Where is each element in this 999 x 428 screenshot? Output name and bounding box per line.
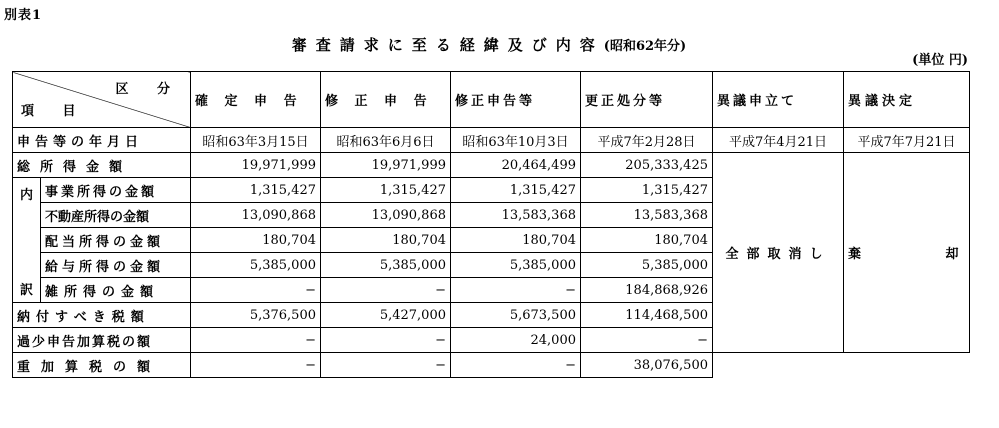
- value-cell: 1,315,427: [321, 178, 451, 203]
- title-main: 審査請求に至る経緯及び内容: [291, 36, 604, 54]
- value-cell: −: [321, 328, 451, 353]
- value-cell: 5,385,000: [451, 253, 581, 278]
- value-cell: 180,704: [451, 228, 581, 253]
- unit-note: (単位 円): [912, 53, 968, 68]
- table-row: [13, 128, 970, 153]
- date-cell: 平成7年4月21日: [713, 128, 844, 153]
- value-cell: 114,468,500: [581, 303, 713, 328]
- table-row: [13, 153, 970, 178]
- value-cell: 180,704: [581, 228, 713, 253]
- value-cell: 180,704: [321, 228, 451, 253]
- value-cell: 180,704: [191, 228, 321, 253]
- breakdown-label-cell: [13, 178, 41, 303]
- value-cell: 5,385,000: [191, 253, 321, 278]
- value-cell: 1,315,427: [581, 178, 713, 203]
- value-cell: 19,971,999: [321, 153, 451, 178]
- value-cell: −: [451, 278, 581, 303]
- value-cell: 5,385,000: [321, 253, 451, 278]
- value-cell: −: [191, 353, 321, 378]
- row-label-tax: 納付すべき税額: [13, 303, 191, 328]
- title-sub: (昭和62年分): [603, 39, 687, 54]
- col-header-shusei: 修 正 申 告: [321, 72, 451, 128]
- value-cell: −: [321, 278, 451, 303]
- value-cell: 5,673,500: [451, 303, 581, 328]
- objection-result-cell: 全部取消し: [713, 153, 844, 353]
- row-label-penalty: 過少申告加算税の額: [13, 328, 191, 353]
- value-cell: −: [191, 328, 321, 353]
- value-cell: −: [581, 328, 713, 353]
- value-cell: 184,868,926: [581, 278, 713, 303]
- row-label-misc: 雑所得の金額: [41, 278, 191, 303]
- value-cell: 5,427,000: [321, 303, 451, 328]
- value-cell: 13,583,368: [451, 203, 581, 228]
- row-label-date: 申告等の年月日: [13, 128, 191, 153]
- value-cell: 24,000: [451, 328, 581, 353]
- value-cell: 205,333,425: [581, 153, 713, 178]
- value-cell: −: [191, 278, 321, 303]
- appendix-label: 別表1: [4, 8, 43, 23]
- col-header-igi-kettei: 異議決定: [844, 72, 970, 128]
- header-row: [13, 72, 970, 128]
- value-cell: 13,090,868: [191, 203, 321, 228]
- decision-result-cell: 棄 却: [844, 153, 970, 353]
- date-cell: 昭和63年6月6日: [321, 128, 451, 153]
- value-cell: 5,385,000: [581, 253, 713, 278]
- header-corner-cell: [13, 72, 191, 128]
- row-label-total: 総所得金額: [13, 153, 191, 178]
- value-cell: 1,315,427: [451, 178, 581, 203]
- col-header-kakutei: 確 定 申 告: [191, 72, 321, 128]
- row-label-dividend: 配当所得の金額: [41, 228, 191, 253]
- header-koumoku: 項 目: [21, 104, 88, 119]
- breakdown-label-top: 内: [19, 188, 33, 203]
- value-cell: 38,076,500: [581, 353, 713, 378]
- document-title: [0, 34, 978, 55]
- date-cell: 平成7年7月21日: [844, 128, 970, 153]
- value-cell: 13,583,368: [581, 203, 713, 228]
- row-label-business: 事業所得の金額: [41, 178, 191, 203]
- col-header-shusei-etc: 修正申告等: [451, 72, 581, 128]
- value-cell: 5,376,500: [191, 303, 321, 328]
- value-cell: 13,090,868: [321, 203, 451, 228]
- tax-history-table: [12, 71, 999, 378]
- row-label-heavy: 重加算税の額: [13, 353, 191, 378]
- col-header-kousei: 更正処分等: [581, 72, 713, 128]
- row-label-salary: 給与所得の金額: [41, 253, 191, 278]
- value-cell: 20,464,499: [451, 153, 581, 178]
- date-cell: 平成7年2月28日: [581, 128, 713, 153]
- table-row: [13, 353, 970, 378]
- date-cell: 昭和63年10月3日: [451, 128, 581, 153]
- header-kubun: 区 分: [115, 82, 182, 97]
- value-cell: 1,315,427: [191, 178, 321, 203]
- col-header-igi-moushitate: 異議申立て: [713, 72, 844, 128]
- date-cell: 昭和63年3月15日: [191, 128, 321, 153]
- value-cell: 19,971,999: [191, 153, 321, 178]
- row-label-realestate: 不動産所得の金額: [41, 203, 191, 228]
- breakdown-label-bottom: 訳: [19, 283, 33, 298]
- value-cell: −: [451, 353, 581, 378]
- value-cell: −: [321, 353, 451, 378]
